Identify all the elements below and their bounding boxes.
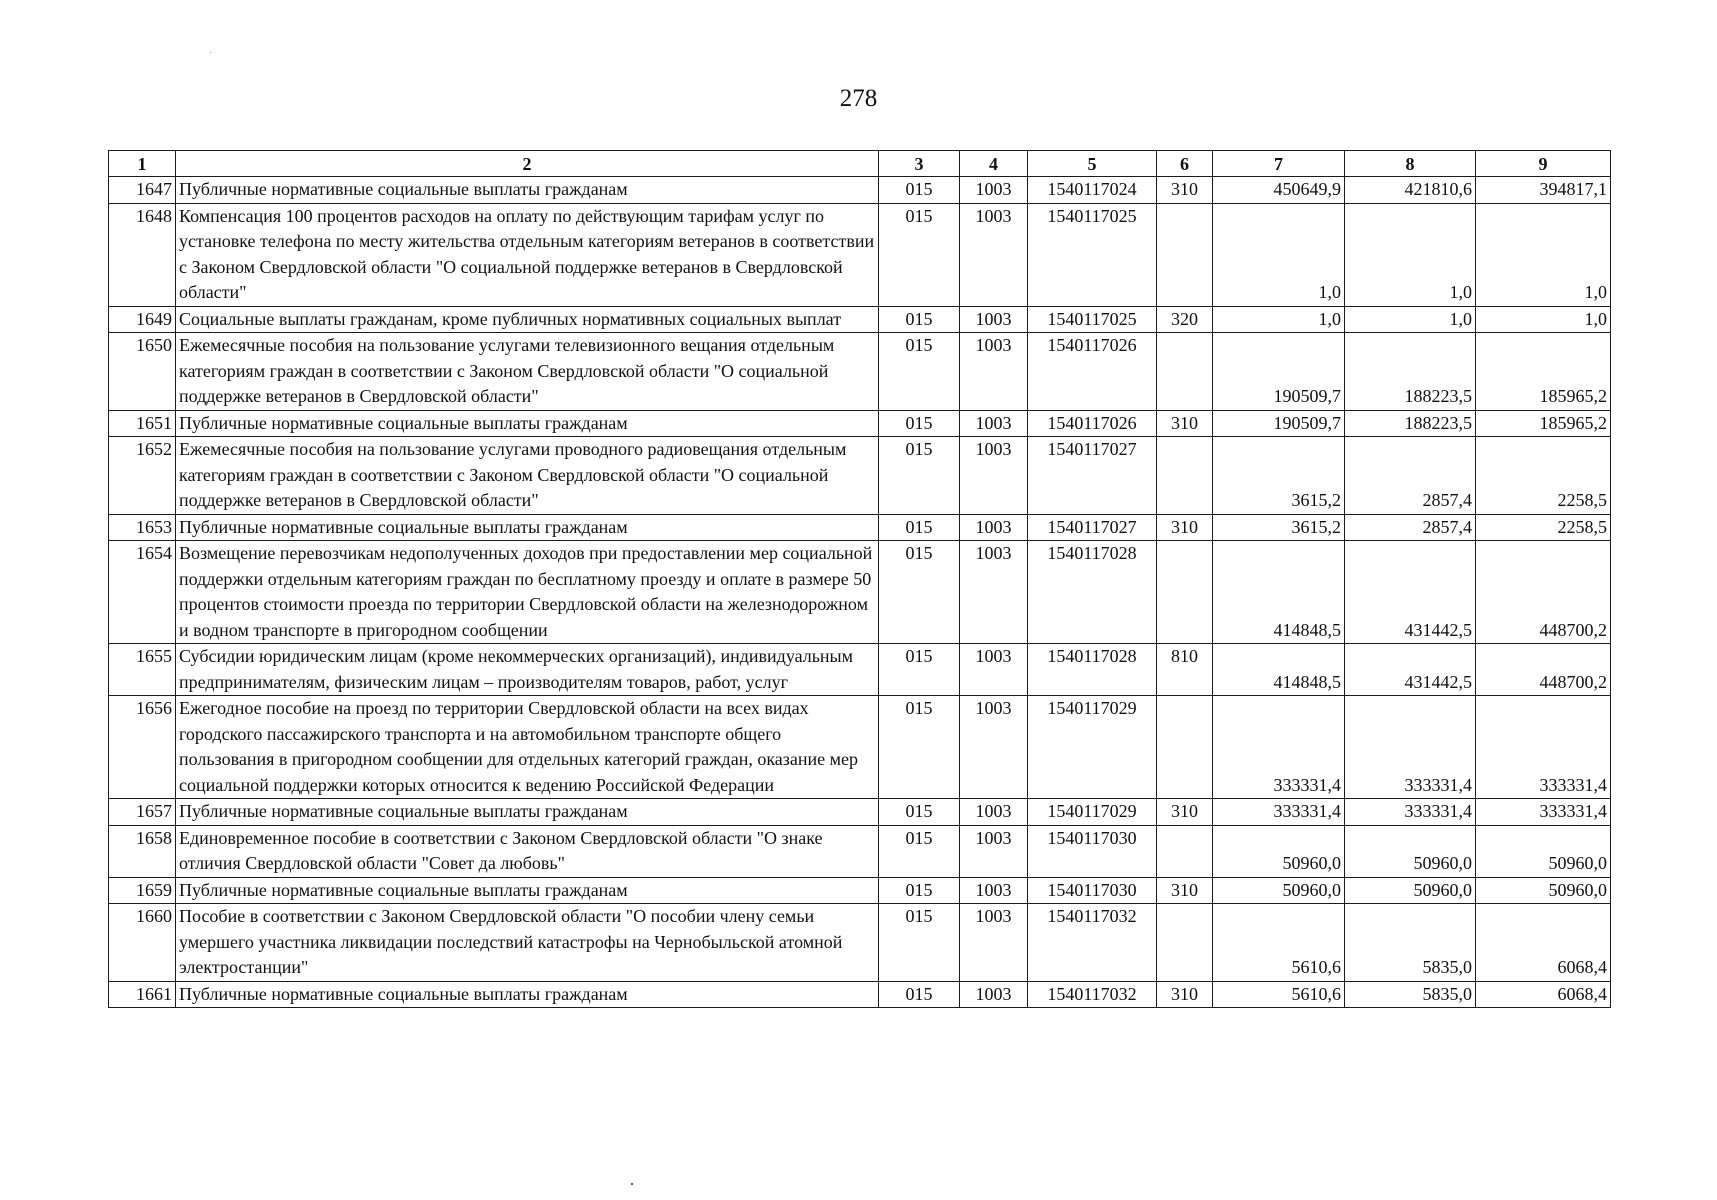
row-name: Публичные нормативные социальные выплаты гражданам [176, 799, 879, 826]
row-number: 1651 [109, 410, 176, 437]
header-col-1: 1 [109, 151, 176, 177]
row-amount-7: 190509,7 [1213, 410, 1345, 437]
row-amount-8: 1,0 [1345, 306, 1476, 333]
row-code-4: 1003 [960, 410, 1028, 437]
header-col-6: 6 [1157, 151, 1213, 177]
row-code-6: 810 [1157, 644, 1213, 696]
row-amount-7: 3615,2 [1213, 437, 1345, 515]
row-code-3: 015 [879, 696, 960, 799]
row-code-5: 1540117029 [1028, 696, 1157, 799]
row-code-3: 015 [879, 541, 960, 644]
row-name: Единовременное пособие в соответствии с Законом Свердловской области "О знаке отличия Свердловской области "Совет да любовь" [176, 825, 879, 877]
row-code-6: 310 [1157, 410, 1213, 437]
row-amount-9: 185965,2 [1476, 410, 1611, 437]
header-row [109, 151, 1611, 177]
row-amount-7: 3615,2 [1213, 514, 1345, 541]
row-code-4: 1003 [960, 203, 1028, 306]
row-amount-7: 414848,5 [1213, 644, 1345, 696]
row-amount-7: 5610,6 [1213, 981, 1345, 1008]
row-name: Публичные нормативные социальные выплаты гражданам [176, 177, 879, 204]
row-amount-7: 333331,4 [1213, 696, 1345, 799]
row-code-3: 015 [879, 904, 960, 982]
row-amount-8: 2857,4 [1345, 514, 1476, 541]
row-number: 1658 [109, 825, 176, 877]
row-amount-9: 1,0 [1476, 203, 1611, 306]
row-number: 1657 [109, 799, 176, 826]
table-row [109, 825, 1611, 877]
row-amount-9: 185965,2 [1476, 333, 1611, 411]
row-code-3: 015 [879, 203, 960, 306]
row-code-3: 015 [879, 981, 960, 1008]
row-number: 1653 [109, 514, 176, 541]
budget-table [108, 150, 1611, 1008]
row-code-4: 1003 [960, 333, 1028, 411]
row-number: 1648 [109, 203, 176, 306]
table-row [109, 877, 1611, 904]
header-col-9: 9 [1476, 151, 1611, 177]
row-code-5: 1540117028 [1028, 541, 1157, 644]
row-code-6: 310 [1157, 799, 1213, 826]
table-row [109, 541, 1611, 644]
row-code-3: 015 [879, 825, 960, 877]
table-row [109, 437, 1611, 515]
row-amount-9: 333331,4 [1476, 696, 1611, 799]
row-amount-7: 1,0 [1213, 203, 1345, 306]
table-row [109, 177, 1611, 204]
row-amount-9: 448700,2 [1476, 644, 1611, 696]
row-code-6: 310 [1157, 514, 1213, 541]
row-code-5: 1540117029 [1028, 799, 1157, 826]
row-code-4: 1003 [960, 541, 1028, 644]
row-name: Ежемесячные пособия на пользование услугами телевизионного вещания отдельным категориям граждан в соответствии с Законом Свердловской области "О социальной поддержке ветеранов в Свердловской области" [176, 333, 879, 411]
row-code-4: 1003 [960, 904, 1028, 982]
row-amount-8: 333331,4 [1345, 696, 1476, 799]
row-name: Пособие в соответствии с Законом Свердловской области "О пособии члену семьи умершего участника ликвидации последствий катастрофы на Чернобыльской атомной электростанции" [176, 904, 879, 982]
row-code-5: 1540117030 [1028, 825, 1157, 877]
row-code-5: 1540117024 [1028, 177, 1157, 204]
row-amount-9: 50960,0 [1476, 877, 1611, 904]
row-amount-7: 450649,9 [1213, 177, 1345, 204]
row-number: 1647 [109, 177, 176, 204]
table-row [109, 696, 1611, 799]
row-amount-9: 2258,5 [1476, 514, 1611, 541]
row-code-5: 1540117025 [1028, 203, 1157, 306]
row-amount-8: 431442,5 [1345, 541, 1476, 644]
row-amount-8: 333331,4 [1345, 799, 1476, 826]
row-code-4: 1003 [960, 514, 1028, 541]
row-code-6 [1157, 203, 1213, 306]
table-row [109, 981, 1611, 1008]
row-amount-8: 188223,5 [1345, 410, 1476, 437]
row-code-4: 1003 [960, 825, 1028, 877]
row-code-6: 310 [1157, 877, 1213, 904]
row-amount-9: 50960,0 [1476, 825, 1611, 877]
row-code-6 [1157, 825, 1213, 877]
row-amount-7: 5610,6 [1213, 904, 1345, 982]
row-name: Публичные нормативные социальные выплаты гражданам [176, 981, 879, 1008]
row-code-3: 015 [879, 644, 960, 696]
row-code-4: 1003 [960, 799, 1028, 826]
row-amount-8: 50960,0 [1345, 877, 1476, 904]
row-number: 1649 [109, 306, 176, 333]
row-amount-7: 190509,7 [1213, 333, 1345, 411]
row-amount-9: 2258,5 [1476, 437, 1611, 515]
row-code-5: 1540117027 [1028, 437, 1157, 515]
row-amount-7: 50960,0 [1213, 825, 1345, 877]
table-row [109, 203, 1611, 306]
row-code-5: 1540117028 [1028, 644, 1157, 696]
row-code-4: 1003 [960, 306, 1028, 333]
row-code-3: 015 [879, 514, 960, 541]
row-code-6 [1157, 696, 1213, 799]
row-code-5: 1540117032 [1028, 981, 1157, 1008]
row-code-4: 1003 [960, 644, 1028, 696]
table-row [109, 333, 1611, 411]
row-code-4: 1003 [960, 877, 1028, 904]
row-code-6 [1157, 333, 1213, 411]
row-amount-8: 431442,5 [1345, 644, 1476, 696]
row-amount-8: 50960,0 [1345, 825, 1476, 877]
row-name: Ежемесячные пособия на пользование услугами проводного радиовещания отдельным категориям граждан в соответствии с Законом Свердловской области "О социальной поддержке ветеранов в Свердловской области" [176, 437, 879, 515]
row-code-3: 015 [879, 799, 960, 826]
row-number: 1652 [109, 437, 176, 515]
row-code-5: 1540117026 [1028, 410, 1157, 437]
row-code-3: 015 [879, 410, 960, 437]
row-number: 1659 [109, 877, 176, 904]
row-number: 1650 [109, 333, 176, 411]
row-code-4: 1003 [960, 981, 1028, 1008]
header-col-3: 3 [879, 151, 960, 177]
table-row [109, 799, 1611, 826]
row-code-4: 1003 [960, 437, 1028, 515]
scan-speck [210, 52, 211, 53]
table-row [109, 644, 1611, 696]
row-code-4: 1003 [960, 177, 1028, 204]
row-amount-9: 6068,4 [1476, 904, 1611, 982]
row-amount-8: 5835,0 [1345, 904, 1476, 982]
row-amount-7: 333331,4 [1213, 799, 1345, 826]
row-amount-8: 421810,6 [1345, 177, 1476, 204]
row-code-6: 320 [1157, 306, 1213, 333]
row-code-6: 310 [1157, 177, 1213, 204]
row-name: Компенсация 100 процентов расходов на оплату по действующим тарифам услуг по установке телефона по месту жительства отдельным категориям ветеранов в соответствии с Законом Свердловской области "О социальной поддержке ветеранов в Свердловской области" [176, 203, 879, 306]
row-code-4: 1003 [960, 696, 1028, 799]
header-col-4: 4 [960, 151, 1028, 177]
row-number: 1661 [109, 981, 176, 1008]
header-col-8: 8 [1345, 151, 1476, 177]
row-name: Ежегодное пособие на проезд по территории Свердловской области на всех видах городского пассажирского транспорта и на автомобильном транспорте общего пользования в пригородном сообщении для отдельных категорий граждан, оказание мер социальной поддержки которых относится к ведению Российской Федерации [176, 696, 879, 799]
row-name: Публичные нормативные социальные выплаты гражданам [176, 514, 879, 541]
row-code-6 [1157, 904, 1213, 982]
page-number: 278 [839, 85, 878, 112]
row-code-5: 1540117032 [1028, 904, 1157, 982]
row-amount-8: 2857,4 [1345, 437, 1476, 515]
row-amount-9: 394817,1 [1476, 177, 1611, 204]
row-amount-7: 50960,0 [1213, 877, 1345, 904]
row-amount-9: 448700,2 [1476, 541, 1611, 644]
row-code-5: 1540117025 [1028, 306, 1157, 333]
row-name: Публичные нормативные социальные выплаты гражданам [176, 410, 879, 437]
row-code-3: 015 [879, 877, 960, 904]
row-amount-8: 188223,5 [1345, 333, 1476, 411]
row-code-5: 1540117030 [1028, 877, 1157, 904]
row-amount-9: 1,0 [1476, 306, 1611, 333]
row-name: Субсидии юридическим лицам (кроме некоммерческих организаций), индивидуальным предпринимателям, физическим лицам – производителям товаров, работ, услуг [176, 644, 879, 696]
row-number: 1660 [109, 904, 176, 982]
table-row [109, 514, 1611, 541]
header-col-2: 2 [176, 151, 879, 177]
row-name: Возмещение перевозчикам недополученных доходов при предоставлении мер социальной поддержки отдельным категориям граждан по бесплатному проезду и оплате в размере 50 процентов стоимости проезда по территории Свердловской области на железнодорожном и водном транспорте в пригородном сообщении [176, 541, 879, 644]
row-code-3: 015 [879, 177, 960, 204]
row-number: 1654 [109, 541, 176, 644]
row-name: Социальные выплаты гражданам, кроме публичных нормативных социальных выплат [176, 306, 879, 333]
row-amount-8: 1,0 [1345, 203, 1476, 306]
scan-speck [631, 1183, 633, 1185]
row-number: 1656 [109, 696, 176, 799]
row-amount-9: 333331,4 [1476, 799, 1611, 826]
row-number: 1655 [109, 644, 176, 696]
row-code-5: 1540117027 [1028, 514, 1157, 541]
table-row [109, 306, 1611, 333]
table-row [109, 904, 1611, 982]
row-amount-7: 1,0 [1213, 306, 1345, 333]
row-name: Публичные нормативные социальные выплаты гражданам [176, 877, 879, 904]
row-code-6 [1157, 437, 1213, 515]
row-amount-9: 6068,4 [1476, 981, 1611, 1008]
header-col-7: 7 [1213, 151, 1345, 177]
row-code-5: 1540117026 [1028, 333, 1157, 411]
header-col-5: 5 [1028, 151, 1157, 177]
row-code-6 [1157, 541, 1213, 644]
row-amount-8: 5835,0 [1345, 981, 1476, 1008]
row-amount-7: 414848,5 [1213, 541, 1345, 644]
row-code-3: 015 [879, 306, 960, 333]
table-row [109, 410, 1611, 437]
row-code-3: 015 [879, 333, 960, 411]
row-code-6: 310 [1157, 981, 1213, 1008]
row-code-3: 015 [879, 437, 960, 515]
